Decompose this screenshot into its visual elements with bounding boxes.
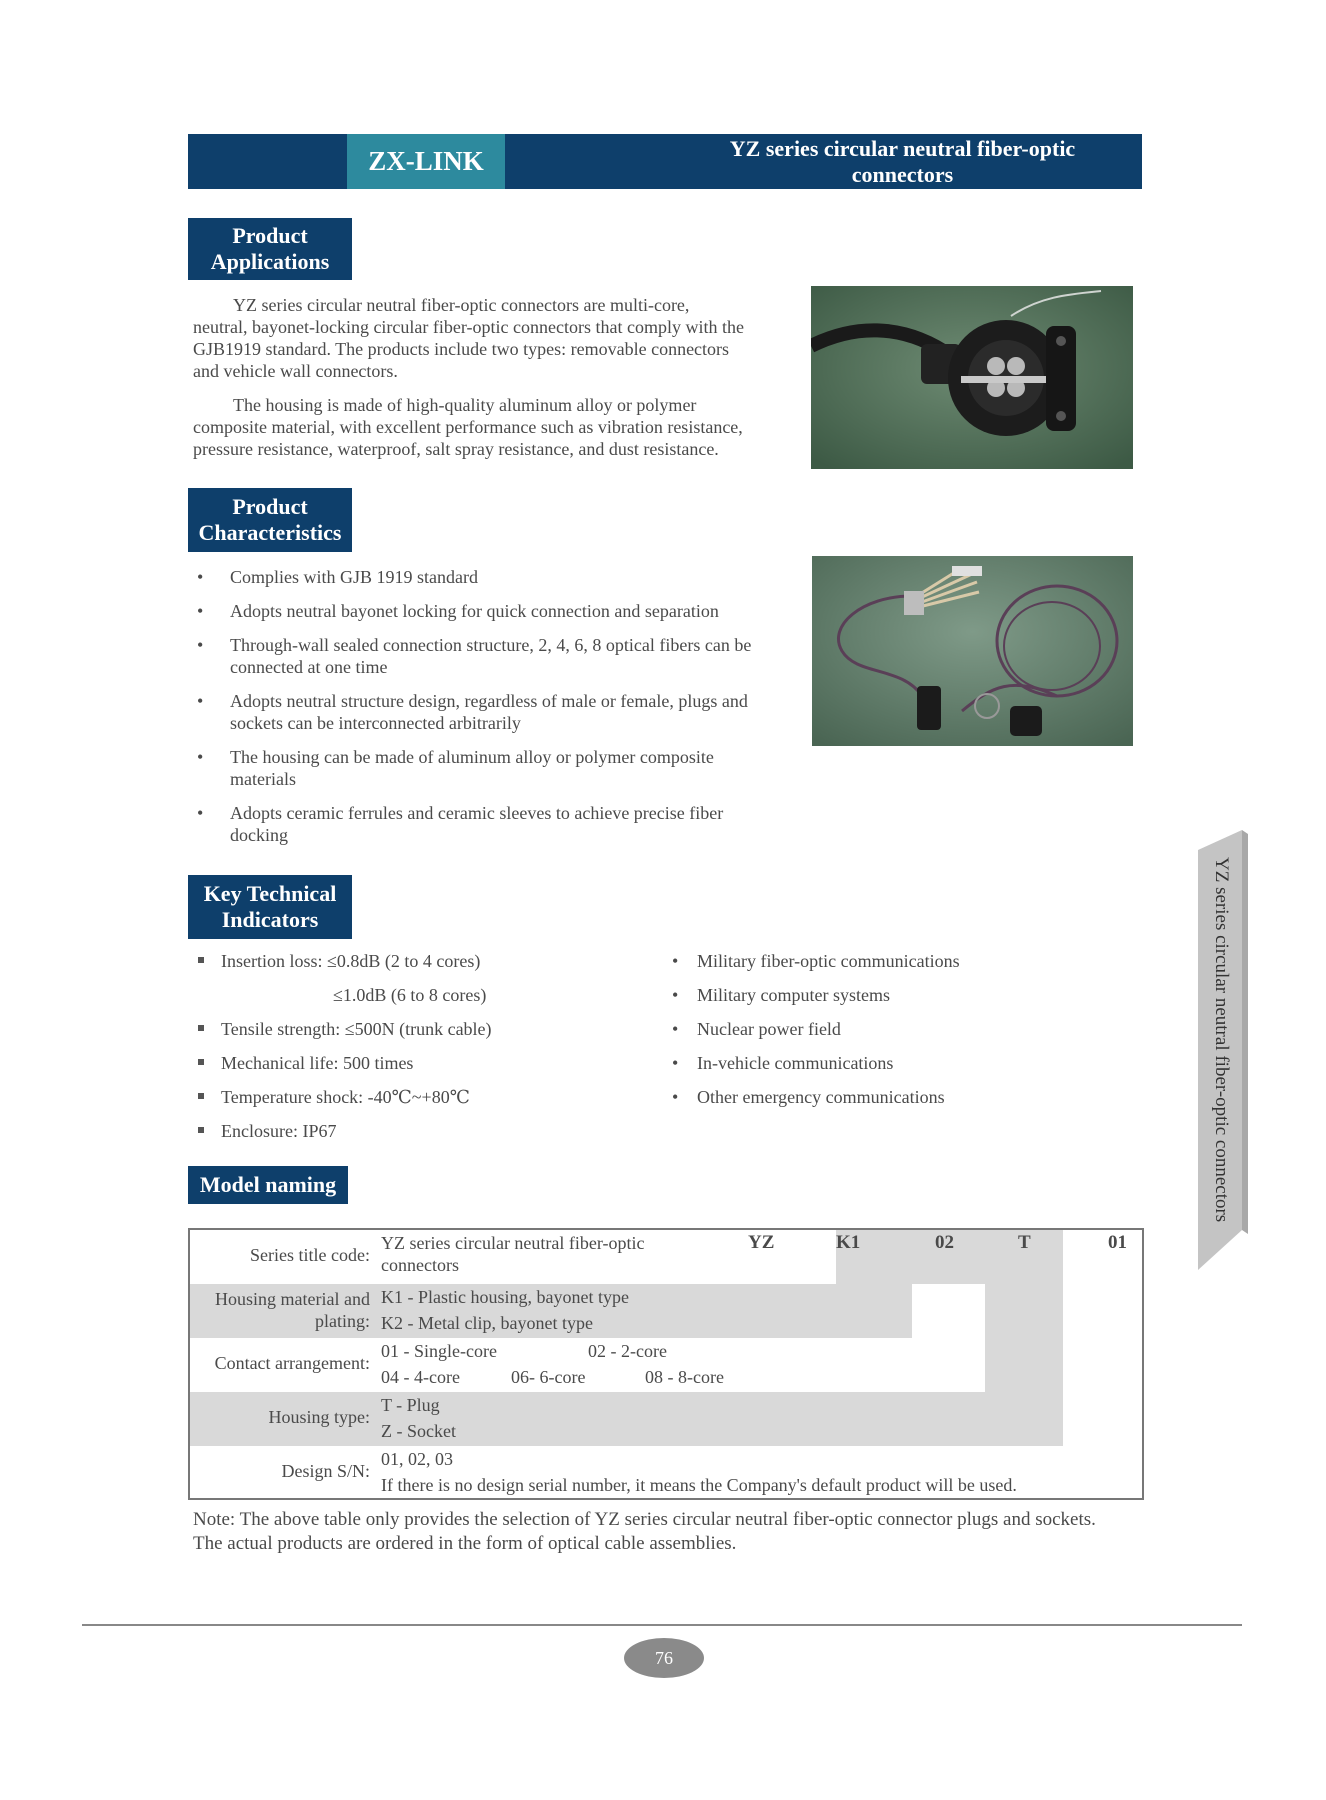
list-item-text: Tensile strength: ≤500N (trunk cable) xyxy=(221,1019,492,1039)
label-housing-material: plating: xyxy=(315,1311,370,1331)
header-title: YZ series circular neutral fiber-optic connectors xyxy=(729,136,1076,187)
list-item-text: Insertion loss: ≤0.8dB (2 to 4 cores) xyxy=(221,951,481,971)
code-design: 01 xyxy=(1108,1232,1127,1253)
list-item-text: Temperature shock: -40℃~+80℃ xyxy=(221,1087,470,1107)
list-item xyxy=(670,1012,1090,1046)
list-item xyxy=(670,944,1090,978)
applications-paragraph: The housing is made of high-quality aluminum alloy or polymer composite material, with excellent performance such as vibration resistance, pressure resistance, waterproof, salt spray resistance, and dust resistance. xyxy=(193,395,743,459)
list-item-text: Military computer systems xyxy=(697,985,890,1005)
square-bullet-icon xyxy=(198,1127,204,1133)
label-housing-material: Housing material and xyxy=(215,1289,370,1309)
list-item xyxy=(193,1046,663,1080)
section-heading-model xyxy=(188,1166,348,1204)
list-item-text: ≤1.0dB (6 to 8 cores) xyxy=(333,985,487,1005)
section-heading-text: Model naming xyxy=(199,1172,337,1197)
bullet-icon: • xyxy=(672,1019,679,1039)
table-note: Note: The above table only provides the selection of YZ series circular neutral fiber-optic connector plugs and sockets. The actual products are ordered in the form of optical cable assemblies. xyxy=(193,1509,1096,1554)
list-item xyxy=(193,566,753,588)
bullet-icon: • xyxy=(672,985,679,1005)
label-contact: Contact arrangement: xyxy=(214,1353,370,1373)
square-bullet-icon xyxy=(198,1059,204,1065)
list-item xyxy=(670,978,1090,1012)
housing-type-option: T - Plug xyxy=(381,1395,440,1415)
series-desc-line: YZ series circular neutral fiber-optic xyxy=(381,1233,645,1253)
list-item-text: Enclosure: IP67 xyxy=(221,1121,337,1141)
list-item xyxy=(193,802,753,846)
list-item-text: The housing can be made of aluminum alloy or polymer composite materials xyxy=(230,747,714,789)
series-desc-line: connectors xyxy=(381,1255,459,1275)
code-contact: 02 xyxy=(935,1232,954,1253)
design-sn-line: If there is no design serial number, it means the Company's default product will be used. xyxy=(381,1475,1017,1495)
list-item xyxy=(193,1114,663,1148)
code-housing-type: T xyxy=(1018,1232,1031,1253)
bullet-icon: • xyxy=(197,601,204,621)
list-item-text: Military fiber-optic communications xyxy=(697,951,960,971)
bullet-icon: • xyxy=(197,567,204,587)
contact-option: 08 - 8-core xyxy=(645,1367,724,1387)
contact-option: 04 - 4-core xyxy=(381,1367,460,1387)
side-tab-label xyxy=(1197,835,1245,1245)
list-item-text: Nuclear power field xyxy=(697,1019,841,1039)
applications-paragraph: YZ series circular neutral fiber-optic connectors are multi-core, neutral, bayonet-locking circular fiber-optic connectors that comply with the GJB1919 standard. The products include two types: removable connectors and vehicle wall connectors. xyxy=(193,295,744,381)
list-item-text: Adopts ceramic ferrules and ceramic sleeves to achieve precise fiber docking xyxy=(230,803,724,845)
list-item xyxy=(193,944,663,978)
list-item xyxy=(193,978,663,1012)
label-housing-type: Housing type: xyxy=(268,1407,370,1427)
bullet-icon: • xyxy=(672,1053,679,1073)
section-heading-indicators xyxy=(188,875,352,939)
bullet-icon: • xyxy=(197,691,204,711)
side-tab-text: YZ series circular neutral fiber-optic connectors xyxy=(1211,857,1232,1223)
model-naming-table xyxy=(188,1228,1144,1500)
housing-option: K1 - Plastic housing, bayonet type xyxy=(381,1287,629,1307)
bullet-icon: • xyxy=(197,803,204,823)
list-item-text: Mechanical life: 500 times xyxy=(221,1053,414,1073)
section-heading-text: Product Applications xyxy=(210,223,330,274)
list-item-text: Other emergency communications xyxy=(697,1087,945,1107)
square-bullet-icon xyxy=(198,957,204,963)
applications-text xyxy=(193,294,748,472)
list-item-text: Adopts neutral structure design, regardless of male or female, plugs and sockets can be interconnected arbitrarily xyxy=(230,691,748,733)
brand-logo: ZX-LINK xyxy=(347,134,505,189)
list-item xyxy=(193,600,753,622)
bullet-icon: • xyxy=(672,951,679,971)
section-heading-characteristics xyxy=(188,488,352,552)
label-series: Series title code: xyxy=(250,1245,370,1265)
bullet-icon: • xyxy=(672,1087,679,1107)
square-bullet-icon xyxy=(198,1093,204,1099)
indicators-list xyxy=(193,944,663,1148)
list-item xyxy=(193,690,753,734)
contact-option: 01 - Single-core xyxy=(381,1341,497,1361)
list-item-text: In-vehicle communications xyxy=(697,1053,894,1073)
bullet-icon: • xyxy=(197,635,204,655)
applications-field-list xyxy=(670,944,1090,1114)
label-design-sn: Design S/N: xyxy=(281,1461,370,1481)
list-item xyxy=(193,1080,663,1114)
housing-option: K2 - Metal clip, bayonet type xyxy=(381,1313,593,1333)
design-sn-line: 01, 02, 03 xyxy=(381,1449,453,1469)
cable-assembly-photo xyxy=(812,556,1133,746)
list-item-text: Complies with GJB 1919 standard xyxy=(230,567,478,587)
list-item xyxy=(670,1080,1090,1114)
characteristics-list xyxy=(193,566,753,858)
list-item xyxy=(193,634,753,678)
bullet-icon: • xyxy=(197,747,204,767)
list-item-text: Through-wall sealed connection structure, 2, 4, 6, 8 optical fibers can be connected at one time xyxy=(230,635,752,677)
list-item xyxy=(193,746,753,790)
code-series: YZ xyxy=(748,1232,775,1253)
contact-option: 02 - 2-core xyxy=(588,1341,667,1361)
list-item-text: Adopts neutral bayonet locking for quick connection and separation xyxy=(230,601,719,621)
contact-option: 06- 6-core xyxy=(511,1367,586,1387)
connector-photo xyxy=(811,286,1133,469)
page-number: 76 xyxy=(624,1638,704,1678)
code-housing: K1 xyxy=(836,1232,861,1253)
list-item xyxy=(193,1012,663,1046)
section-heading-text: Product Characteristics xyxy=(198,494,342,545)
section-heading-text: Key Technical Indicators xyxy=(203,881,337,932)
list-item xyxy=(670,1046,1090,1080)
section-heading-applications xyxy=(188,218,352,280)
square-bullet-icon xyxy=(198,1025,204,1031)
footer-divider xyxy=(82,1624,1242,1626)
housing-type-option: Z - Socket xyxy=(381,1421,456,1441)
